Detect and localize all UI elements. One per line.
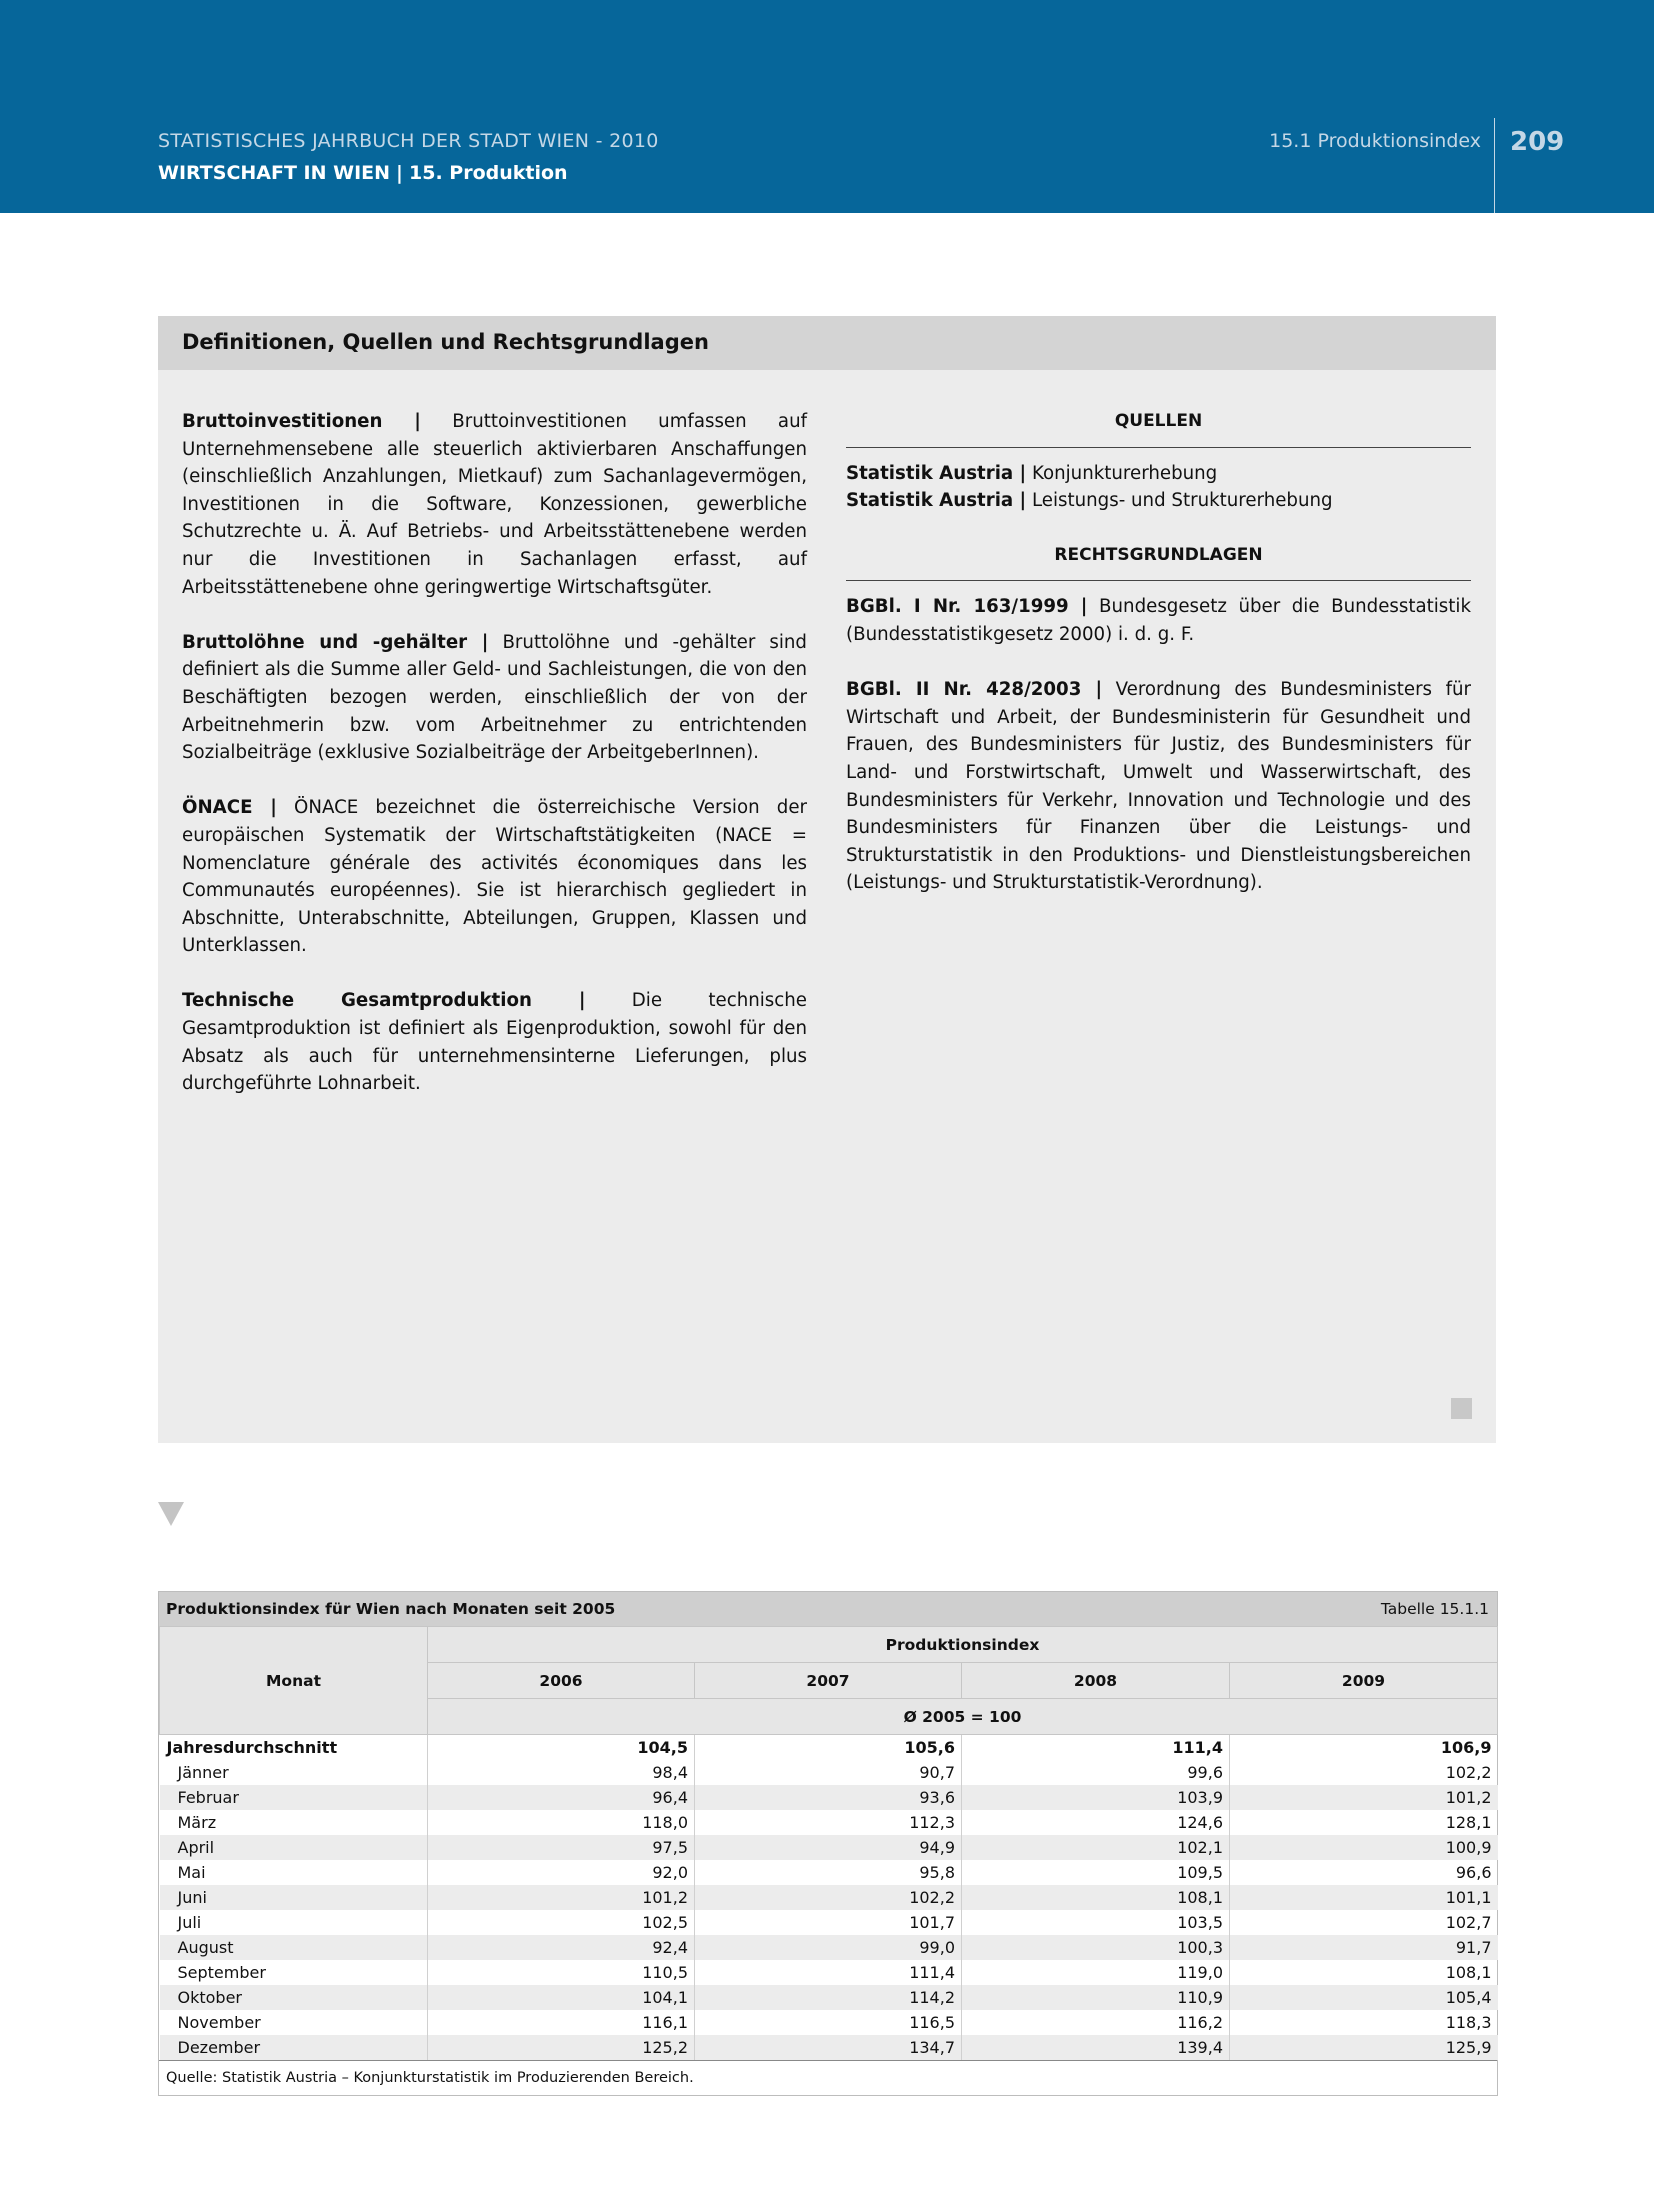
cell-value: 101,1 <box>1230 1885 1498 1910</box>
cell-value: 111,4 <box>962 1735 1230 1761</box>
table-row <box>160 1885 1498 1910</box>
definition-paragraph <box>182 987 807 1097</box>
chapter-breadcrumb <box>158 162 568 184</box>
definitions-box <box>158 316 1496 1443</box>
legal-text: Bundesgesetz über die Bundesstatistik (Bundesstatistikgesetz 2000) i. d. g. F. <box>846 596 1471 645</box>
section-title: 15. Produktion <box>409 162 568 184</box>
production-index-table <box>158 1591 1498 2096</box>
row-label: Februar <box>160 1785 428 1810</box>
legal-heading: RECHTSGRUNDLAGEN <box>846 542 1471 582</box>
cell-value: 102,2 <box>695 1885 962 1910</box>
row-label: Dezember <box>160 2035 428 2060</box>
legal-entry <box>846 593 1471 648</box>
definition-paragraph <box>182 629 807 767</box>
table-number: Tabelle 15.1.1 <box>1380 1600 1489 1618</box>
cell-value: 102,5 <box>428 1910 695 1935</box>
definition-paragraph <box>182 794 807 960</box>
table-row <box>160 1960 1498 1985</box>
source-term: Statistik Austria | <box>846 462 1027 484</box>
definition-term: Bruttoinvestitionen | <box>182 411 421 432</box>
subsection-label: 15.1 Produktionsindex <box>1269 130 1481 152</box>
cell-value: 96,6 <box>1230 1860 1498 1885</box>
sources-heading: QUELLEN <box>846 408 1471 448</box>
cell-value: 109,5 <box>962 1860 1230 1885</box>
definition-text: Die technische Gesamtproduktion ist definiert als Eigenproduktion, sowohl für den Absatz als auch für unternehmensinterne Lieferungen, plus durchgeführte Lohnarbeit. <box>182 990 807 1095</box>
cell-value: 92,4 <box>428 1935 695 1960</box>
column-header-year: 2009 <box>1230 1663 1498 1699</box>
cell-value: 97,5 <box>428 1835 695 1860</box>
down-triangle-icon <box>158 1502 184 1526</box>
cell-value: 128,1 <box>1230 1810 1498 1835</box>
table-title: Produktionsindex für Wien nach Monaten seit 2005 <box>166 1600 616 1618</box>
column-header-month: Monat <box>160 1627 428 1735</box>
cell-value: 101,7 <box>695 1910 962 1935</box>
source-note: Quelle: Statistik Austria – Konjunkturstatistik im Produzierenden Bereich. <box>166 2070 694 2086</box>
yearbook-title: STATISTISCHES JAHRBUCH DER STADT WIEN - 2010 <box>158 130 659 152</box>
table-row <box>160 2010 1498 2035</box>
cell-value: 99,6 <box>962 1760 1230 1785</box>
cell-value: 105,4 <box>1230 1985 1498 2010</box>
data-table <box>159 1626 1498 2060</box>
table-row <box>160 1760 1498 1785</box>
table-row <box>160 1785 1498 1810</box>
cell-value: 116,2 <box>962 2010 1230 2035</box>
cell-value: 101,2 <box>1230 1785 1498 1810</box>
row-label: Jahresdurchschnitt <box>160 1735 428 1761</box>
cell-value: 119,0 <box>962 1960 1230 1985</box>
cell-value: 100,3 <box>962 1935 1230 1960</box>
cell-value: 124,6 <box>962 1810 1230 1835</box>
column-header-year: 2006 <box>428 1663 695 1699</box>
unit-header: Ø 2005 = 100 <box>428 1699 1498 1735</box>
source-entry <box>846 460 1471 488</box>
table-row <box>160 1935 1498 1960</box>
table-row <box>160 1810 1498 1835</box>
cell-value: 102,1 <box>962 1835 1230 1860</box>
definition-text: Bruttolöhne und -gehälter sind definiert als die Summe aller Geld- und Sachleistungen, die von den Beschäftigten bezogen werden, einschließlich der von der Arbeitnehmerin bzw. vom Arbeitnehmer zu entrichtenden Sozialbeiträge (exklusive Sozialbeiträge der ArbeitgeberInnen). <box>182 631 807 764</box>
table-row <box>160 1835 1498 1860</box>
row-label: September <box>177 1963 266 1982</box>
table-body <box>160 1735 1498 2061</box>
breadcrumb-separator: | <box>396 162 403 184</box>
definitions-right-column <box>846 408 1471 925</box>
page-number: 209 <box>1510 127 1565 157</box>
cell-value: 94,9 <box>695 1835 962 1860</box>
cell-value: 106,9 <box>1230 1735 1498 1761</box>
legal-term: BGBl. I Nr. 163/1999 | <box>846 596 1088 618</box>
cell-value: 116,5 <box>695 2010 962 2035</box>
cell-value: 125,9 <box>1230 2035 1498 2060</box>
cell-value: 125,2 <box>428 2035 695 2060</box>
definitions-title: Definitionen, Quellen und Rechtsgrundlagen <box>182 330 709 354</box>
cell-value: 102,2 <box>1230 1760 1498 1785</box>
definition-term: Technische Gesamtproduktion | <box>182 990 586 1012</box>
definition-term: ÖNACE | <box>182 797 277 819</box>
row-label: November <box>177 2013 261 2032</box>
table-row <box>160 1910 1498 1935</box>
cell-value: 118,0 <box>428 1810 695 1835</box>
definitions-header <box>158 316 1496 370</box>
definition-paragraph <box>182 408 807 601</box>
end-square-icon <box>1451 1398 1472 1419</box>
row-label: Juni <box>160 1885 428 1910</box>
definition-text: ÖNACE bezeichnet die österreichische Version der europäischen Systematik der Wirtschaftstätigkeiten (NACE = Nomenclature générale des activités économiques dans les Communautés européennes). Sie ist hierarchisch gegliedert in Abschnitte, Unterabschnitte, Abteilungen, Gruppen, Klassen und Unterklassen. <box>182 797 807 957</box>
cell-value: 95,8 <box>695 1860 962 1885</box>
cell-value: 104,5 <box>428 1735 695 1761</box>
header-divider <box>1494 118 1495 213</box>
row-label: Jänner <box>177 1763 229 1782</box>
table-row <box>160 1985 1498 2010</box>
table-source <box>159 2060 1497 2095</box>
legal-term: BGBl. II Nr. 428/2003 | <box>846 679 1103 701</box>
cell-value: 105,6 <box>695 1735 962 1761</box>
definitions-left-column <box>182 408 807 1125</box>
cell-value: 110,5 <box>428 1960 695 1985</box>
table-row <box>160 1860 1498 1885</box>
source-text: Leistungs- und Strukturerhebung <box>1026 490 1333 512</box>
source-text: Konjunkturerhebung <box>1026 462 1218 484</box>
column-header-year: 2007 <box>695 1663 962 1699</box>
cell-value: 90,7 <box>695 1760 962 1785</box>
cell-value: 118,3 <box>1230 2010 1498 2035</box>
cell-value: 102,7 <box>1230 1910 1498 1935</box>
cell-value: 101,2 <box>428 1885 695 1910</box>
chapter-title: WIRTSCHAFT IN WIEN <box>158 162 391 184</box>
cell-value: 114,2 <box>695 1985 962 2010</box>
cell-value: 116,1 <box>428 2010 695 2035</box>
legal-entry <box>846 676 1471 897</box>
cell-value: 103,9 <box>962 1785 1230 1810</box>
cell-value: 134,7 <box>695 2035 962 2060</box>
cell-value: 98,4 <box>428 1760 695 1785</box>
page-header <box>0 0 1654 213</box>
cell-value: 139,4 <box>962 2035 1230 2060</box>
cell-value: 110,9 <box>962 1985 1230 2010</box>
row-label: Juli <box>177 1913 202 1932</box>
row-label: März <box>177 1813 217 1832</box>
table-row <box>160 2035 1498 2060</box>
definition-term: Bruttolöhne und -gehälter | <box>182 631 489 653</box>
legal-text: Verordnung des Bundesministers für Wirtschaft und Arbeit, der Bundesministerin für Gesundheit und Frauen, des Bundesministers für Justiz, des Bundesministers für Land- und Forstwirtschaft, Umwelt und Wasserwirtschaft, des Bundesministers für Verkehr, Innovation und Technologie und des Bundesministers für Finanzen über die Leistungs- und Strukturstatistik in den Produktions- und Dienstleistungsbereichen (Leistungs- und Strukturstatistik-Verordnung). <box>846 679 1471 894</box>
row-label: Oktober <box>160 1985 428 2010</box>
definition-text: Bruttoinvestitionen umfassen auf Unternehmensebene alle steuerlich aktivierbaren Anschaffungen (einschließlich Anzahlungen, Mietkauf) zum Sachanlagevermögen, Investitionen in die Software, Konzessionen, gewerbliche Schutzrechte u. Ä. Auf Betriebs- und Arbeitsstättenebene werden nur die Investitionen in Sachanlagen erfasst, auf Arbeitsstättenebene ohne geringwertige Wirtschaftsgüter. <box>182 411 808 598</box>
source-entry <box>846 487 1471 515</box>
cell-value: 93,6 <box>695 1785 962 1810</box>
cell-value: 103,5 <box>962 1910 1230 1935</box>
cell-value: 100,9 <box>1230 1835 1498 1860</box>
source-term: Statistik Austria | <box>846 490 1027 512</box>
cell-value: 104,1 <box>428 1985 695 2010</box>
cell-value: 108,1 <box>962 1885 1230 1910</box>
cell-value: 92,0 <box>428 1860 695 1885</box>
cell-value: 112,3 <box>695 1810 962 1835</box>
row-label: April <box>160 1835 428 1860</box>
row-label: Mai <box>177 1863 206 1882</box>
cell-value: 111,4 <box>695 1960 962 1985</box>
table-row <box>160 1735 1498 1761</box>
row-label: August <box>160 1935 428 1960</box>
cell-value: 108,1 <box>1230 1960 1498 1985</box>
cell-value: 91,7 <box>1230 1935 1498 1960</box>
table-title-bar <box>159 1592 1497 1626</box>
column-group-header: Produktionsindex <box>428 1627 1498 1663</box>
column-header-year: 2008 <box>962 1663 1230 1699</box>
cell-value: 96,4 <box>428 1785 695 1810</box>
cell-value: 99,0 <box>695 1935 962 1960</box>
